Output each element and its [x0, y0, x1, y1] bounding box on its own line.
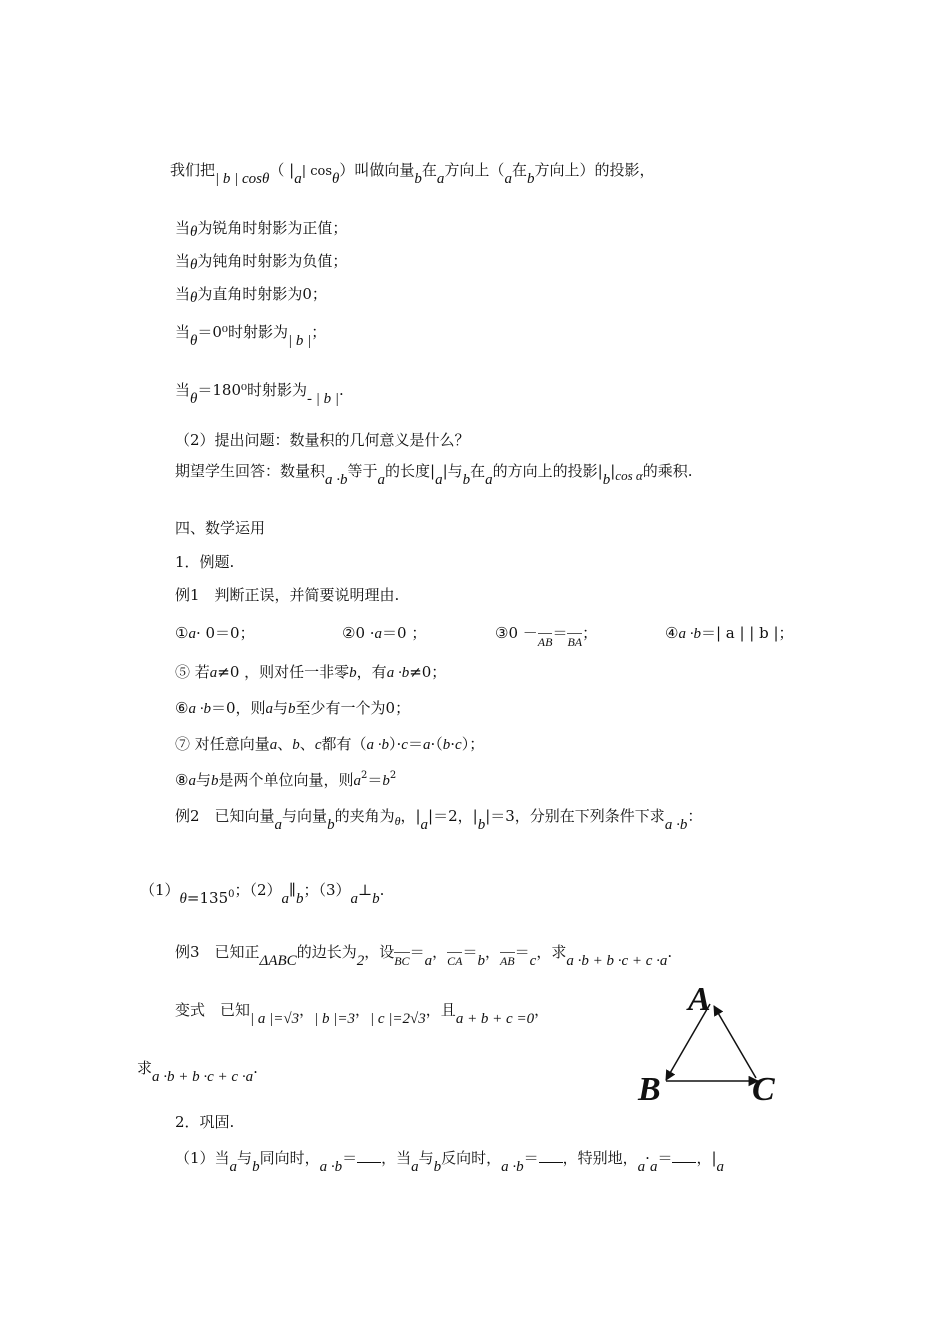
text: 在 — [511, 161, 527, 179]
math: b — [442, 737, 451, 753]
math: b — [292, 737, 300, 753]
math: a — [229, 1159, 238, 1175]
text: 与 — [273, 699, 289, 717]
text: ⑥ — [175, 699, 189, 717]
math: θ — [190, 290, 198, 306]
text: ③0 － — [495, 624, 538, 642]
math: | cos — [301, 164, 333, 179]
text: 在 — [470, 462, 486, 480]
text: ＝0 ； — [382, 624, 427, 642]
text: ·（ — [430, 735, 443, 753]
text: 当 — [175, 252, 191, 270]
statements-1-4 — [175, 623, 255, 644]
math: θ — [190, 257, 198, 273]
statement-8 — [175, 770, 396, 793]
example-1-title — [175, 585, 399, 605]
text: ＝0，则 — [210, 699, 266, 717]
math: a — [485, 472, 493, 488]
text: 的边长为 — [296, 943, 357, 961]
math: a ·b — [678, 626, 701, 642]
math: θ — [190, 391, 198, 407]
text: 的夹角为 — [334, 807, 395, 825]
vector-ba: BA — [567, 635, 583, 649]
line-zero-angle — [175, 322, 327, 349]
text: 与 — [237, 1149, 253, 1167]
text: 的乘积. — [642, 462, 693, 480]
superscript: 0 — [228, 889, 235, 900]
text: 当 — [175, 381, 191, 399]
math: | b |=3 — [314, 1011, 356, 1027]
vector-ca: CA — [447, 954, 463, 968]
math: b — [414, 171, 422, 187]
text: ＝ — [514, 943, 530, 961]
math: b — [327, 817, 335, 833]
math: a — [504, 171, 512, 187]
text: ＝ — [367, 771, 383, 789]
text: 当 — [175, 219, 191, 237]
text: ，且 — [425, 1001, 456, 1019]
math: a ·b + b ·c + c ·a — [566, 953, 668, 969]
text: ＝0⁰时射影为 — [197, 323, 288, 341]
text: 、 — [277, 735, 293, 753]
math: a — [377, 472, 386, 488]
vector-ab: AB — [537, 635, 553, 649]
text: ；（3） — [303, 881, 351, 899]
text: ； — [311, 323, 327, 341]
text: 变式 已知 — [175, 1001, 251, 1019]
line-question — [175, 430, 470, 450]
text: ； — [582, 624, 598, 642]
math: b — [210, 773, 219, 789]
math: a + b + c =0 — [455, 1011, 535, 1027]
math: a — [411, 1159, 419, 1175]
text: |＝2，| — [428, 807, 478, 825]
math: c — [314, 737, 322, 753]
text: · — [645, 1149, 650, 1167]
subsection-consolidation — [175, 1112, 234, 1132]
line-answer — [175, 461, 693, 488]
math: θ — [332, 171, 340, 187]
math: a ·b — [501, 1159, 524, 1175]
line-acute — [175, 218, 347, 239]
text: . — [253, 1059, 258, 1077]
text: 与向量 — [282, 807, 328, 825]
math: a — [436, 171, 445, 187]
text: 期望学生回答：数量积 — [175, 462, 326, 480]
math: a ·b — [664, 817, 688, 833]
answer-blank — [357, 1148, 381, 1163]
math: a — [188, 626, 196, 642]
math: | b | — [287, 333, 312, 349]
math: c — [401, 737, 408, 753]
text: ≠0； — [409, 663, 447, 681]
text: ∥ — [289, 881, 296, 899]
text: ④ — [665, 624, 679, 642]
math: b — [372, 891, 380, 907]
text: . — [379, 881, 385, 899]
math: =135 — [186, 889, 229, 907]
statement-6 — [175, 698, 410, 719]
math: a — [209, 665, 218, 681]
math: a — [435, 472, 443, 488]
math: | b | cos — [215, 171, 263, 187]
math: a — [422, 737, 431, 753]
text: ）· — [389, 735, 402, 753]
triangle-diagram — [630, 980, 790, 1110]
text: 方向上）的投影， — [534, 161, 655, 179]
text: ）； — [461, 735, 485, 753]
text: 例1 判断正误，并简要说明理由. — [175, 586, 400, 604]
math: a ·b — [188, 701, 211, 717]
text: ＝ — [342, 1149, 358, 1167]
vertex-label-b: B — [638, 1071, 661, 1108]
math: a — [265, 701, 273, 717]
text: ，求 — [536, 943, 567, 961]
math: a — [637, 1159, 646, 1175]
text: 当 — [175, 323, 191, 341]
math: a — [269, 737, 278, 753]
text: 例2 已知向量 — [175, 807, 275, 825]
math: ΔABC — [259, 953, 297, 969]
math: a — [281, 891, 290, 907]
math: c — [455, 737, 462, 753]
text: ① — [175, 624, 189, 642]
math: θ — [394, 814, 401, 828]
math: | a |=√3 — [250, 1011, 300, 1027]
text: 都有（ — [321, 735, 367, 753]
math: a ·b — [386, 665, 410, 681]
math: θ — [190, 333, 198, 349]
text: ＝ — [523, 1149, 539, 1167]
text: 为锐角时射影为正值； — [197, 219, 348, 237]
math: a — [424, 953, 433, 969]
text: ⑤ 若 — [175, 663, 210, 681]
text: 为直角时射影为0； — [197, 285, 327, 303]
text: 0 — [385, 699, 396, 717]
text: 我们把 — [170, 161, 216, 179]
text: ⑧ — [175, 771, 189, 789]
math: θ — [190, 224, 198, 240]
text: . — [667, 943, 673, 961]
math: a — [350, 891, 359, 907]
math: b — [526, 171, 535, 187]
text: |与 — [442, 462, 463, 480]
math: b — [462, 472, 471, 488]
text: ， — [355, 1001, 371, 1019]
answer-blank — [672, 1148, 696, 1163]
statement-4 — [665, 623, 794, 644]
statement-3 — [495, 623, 598, 649]
math: a — [716, 1159, 725, 1175]
math: | c |=2√3 — [370, 1011, 426, 1027]
math: cos α — [615, 468, 643, 483]
text: （2）提出问题：数量积的几何意义是什么？ — [175, 431, 470, 449]
text: 的长度| — [385, 462, 436, 480]
vertex-label-c: C — [752, 1071, 775, 1108]
text: 同向时， — [259, 1149, 320, 1167]
math: a — [420, 817, 429, 833]
math: a ·b — [325, 472, 348, 488]
math: θ — [179, 891, 187, 907]
text: · 0＝0； — [195, 624, 255, 642]
math: b — [477, 817, 486, 833]
math: c — [529, 953, 537, 969]
text: ， — [484, 943, 500, 961]
text: 方向上（ — [444, 161, 505, 179]
text: ， — [299, 1001, 315, 1019]
text: ，| — [400, 807, 421, 825]
section-heading — [175, 518, 265, 538]
math: - | b | — [307, 391, 340, 407]
text: ，当 — [381, 1149, 412, 1167]
line-projection-definition — [170, 160, 655, 187]
variant — [175, 1000, 550, 1027]
text: 等于 — [347, 462, 378, 480]
text: 1．例题. — [175, 553, 235, 571]
text: 反向时， — [441, 1149, 502, 1167]
statement-5 — [175, 662, 446, 683]
text: ＝ — [409, 943, 425, 961]
text: 当 — [175, 285, 191, 303]
text: · — [450, 735, 456, 753]
math: b — [349, 665, 357, 681]
variant-find — [137, 1058, 258, 1085]
text: 与 — [418, 1149, 434, 1167]
math: a — [649, 1159, 658, 1175]
superscript: 2 — [389, 770, 397, 781]
text: 至少有一个为 — [295, 699, 386, 717]
text: （1）当 — [175, 1149, 230, 1167]
math: a — [353, 773, 361, 789]
text: ；（2） — [234, 881, 282, 899]
text: 四、数学运用 — [175, 519, 266, 537]
vector-ab: AB — [499, 954, 515, 968]
text: ，| — [696, 1149, 717, 1167]
math: b — [602, 472, 611, 488]
text: ，设 — [364, 943, 395, 961]
text: 为钝角时射影为负值； — [197, 252, 348, 270]
exercise-1 — [175, 1148, 725, 1175]
math: b — [295, 891, 304, 907]
subsection-examples — [175, 552, 234, 572]
statement-2 — [342, 623, 426, 644]
text: ： — [687, 807, 703, 825]
text: ＝ — [407, 735, 423, 753]
superscript: 2 — [360, 770, 368, 781]
text: 与 — [195, 771, 211, 789]
text: 2．巩固. — [175, 1113, 235, 1131]
text: ＝ — [462, 943, 478, 961]
line-obtuse — [175, 251, 347, 272]
text: ＝ — [657, 1149, 673, 1167]
math: b — [477, 953, 485, 969]
math: b — [433, 1159, 442, 1175]
vector-bc: BC — [394, 954, 410, 968]
text: ，有 — [356, 663, 387, 681]
text: |＝3，分别在下列条件下求 — [485, 807, 665, 825]
text: 在 — [421, 161, 437, 179]
example-2-conditions — [140, 880, 385, 907]
math: a ·b — [366, 737, 389, 753]
edge-c-to-a — [714, 1006, 756, 1078]
math: b — [288, 701, 296, 717]
text: | — [610, 462, 616, 480]
text: ； — [395, 699, 411, 717]
text: ＝ — [552, 624, 568, 642]
text: 求 — [137, 1059, 153, 1077]
math: 2 — [356, 953, 365, 969]
line-right — [175, 284, 327, 305]
text: ， — [432, 943, 448, 961]
math: b — [252, 1159, 260, 1175]
text: ≠0 ，则对任一非零 — [217, 663, 350, 681]
text: 、 — [299, 735, 315, 753]
text: ＝180⁰时射影为 — [197, 381, 308, 399]
math: b — [382, 773, 390, 789]
text: ＝| a | | b |； — [700, 624, 794, 642]
text: ⊥ — [358, 881, 373, 899]
line-straight-angle — [175, 380, 344, 407]
math: θ — [262, 171, 270, 187]
math: a ·b — [319, 1159, 343, 1175]
text: . — [339, 381, 344, 399]
math: a — [188, 773, 196, 789]
math: a ·b + b ·c + c ·a — [152, 1069, 254, 1085]
example-2 — [175, 806, 703, 833]
vertex-label-a: A — [688, 981, 711, 1018]
text: ②0 · — [342, 624, 375, 642]
example-3 — [175, 942, 673, 969]
text: 是两个单位向量，则 — [218, 771, 354, 789]
text: （ | — [269, 161, 295, 179]
math: a — [274, 817, 283, 833]
text: ）叫做向量 — [339, 161, 415, 179]
text: （1） — [140, 881, 180, 899]
math: a — [374, 626, 383, 642]
text: ， — [534, 1001, 550, 1019]
text: 例3 已知正 — [175, 943, 260, 961]
text: ⑦ 对任意向量 — [175, 735, 270, 753]
answer-blank — [539, 1148, 563, 1163]
math: a — [294, 171, 302, 187]
text: 的方向上的投影| — [492, 462, 603, 480]
text: ，特别地， — [562, 1149, 638, 1167]
statement-7 — [175, 734, 484, 755]
